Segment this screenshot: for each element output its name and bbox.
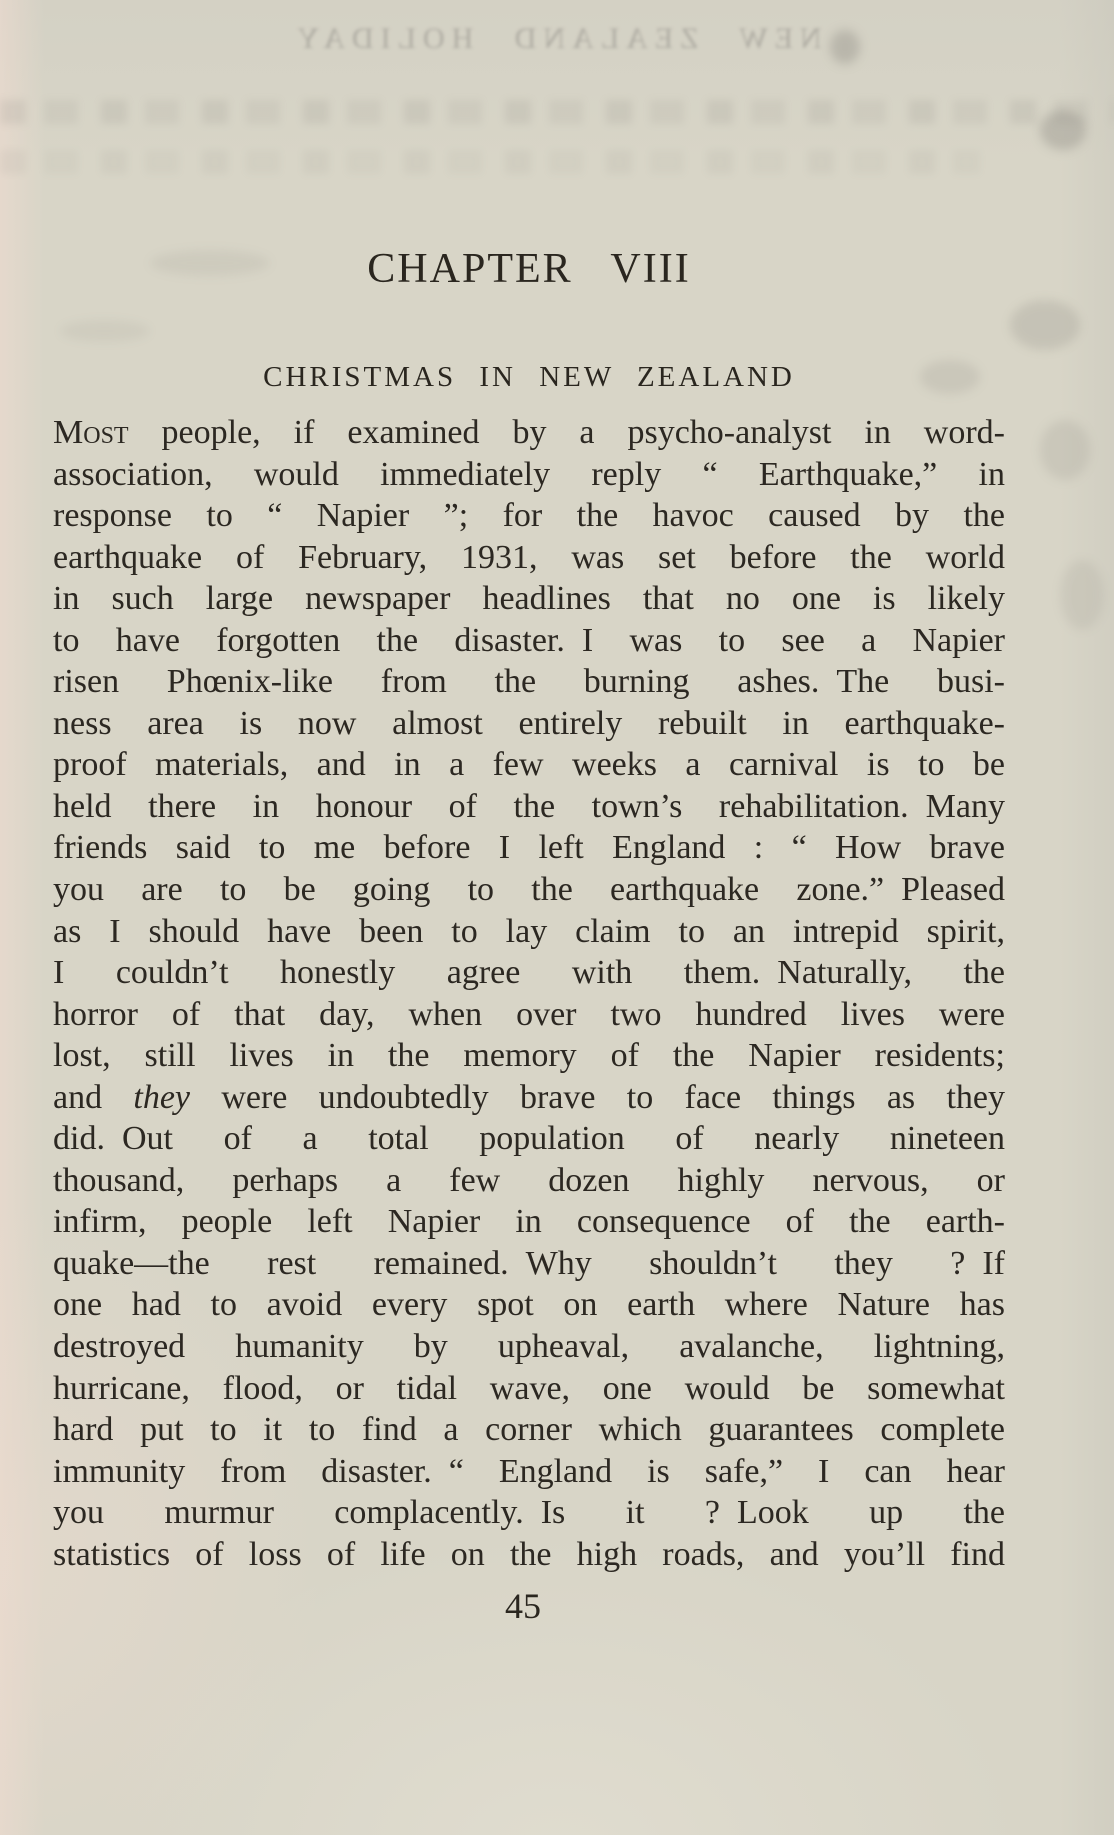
paper-smudge bbox=[1010, 300, 1080, 350]
text-line: statistics of loss of life on the high roads, and you’ll find bbox=[53, 1535, 1005, 1573]
text-line: hurricane, flood, or tidal wave, one would be somewhat bbox=[53, 1369, 1005, 1407]
text-line: proof materials, and in a few weeks a carnival is to be bbox=[53, 746, 1005, 784]
text-line: ness area is now almost entirely rebuilt in earthquake- bbox=[53, 704, 1005, 742]
bleedthrough-running-header: NEW ZEALAND HOLIDAY bbox=[290, 22, 822, 55]
paper-smudge bbox=[60, 320, 150, 342]
text-line: quake—the rest remained. Why shouldn’t they ? If bbox=[53, 1244, 1005, 1282]
text-line: in such large newspaper headlines that no one is likely bbox=[53, 580, 1005, 618]
text-line: to have forgotten the disaster. I was to see a Napier bbox=[53, 621, 1005, 659]
text-line: you murmur complacently. Is it ? Look up the bbox=[53, 1494, 1005, 1532]
text-line: hard put to it to find a corner which guarantees complete bbox=[53, 1411, 1005, 1449]
paper-smudge bbox=[830, 30, 860, 64]
text-line: lost, still lives in the memory of the Napier residents; bbox=[53, 1037, 1005, 1075]
paper-smudge bbox=[0, 100, 1114, 124]
paper-smudge bbox=[1040, 420, 1090, 480]
text-line: destroyed humanity by upheaval, avalanche, lightning, bbox=[53, 1328, 1005, 1366]
body-text bbox=[53, 412, 1005, 1575]
text-line: earthquake of February, 1931, was set before the world bbox=[53, 538, 1005, 576]
text-line: as I should have been to lay claim to an intrepid spirit, bbox=[53, 912, 1005, 950]
text-line: risen Phœnix-like from the burning ashes. The busi- bbox=[53, 663, 1005, 701]
chapter-title: CHRISTMAS IN NEW ZEALAND bbox=[263, 361, 795, 393]
text-line: and they were undoubtedly brave to face things as they bbox=[53, 1078, 1005, 1116]
page-number: 45 bbox=[505, 1586, 541, 1626]
text-line: response to “ Napier ”; for the havoc caused by the bbox=[53, 497, 1005, 535]
text-line: thousand, perhaps a few dozen highly nervous, or bbox=[53, 1161, 1005, 1199]
paper-smudge bbox=[0, 150, 980, 174]
text-line: infirm, people left Napier in consequence of the earth- bbox=[53, 1203, 1005, 1241]
paper-smudge bbox=[1040, 110, 1086, 150]
text-line: horror of that day, when over two hundred lives were bbox=[53, 995, 1005, 1033]
text-line: held there in honour of the town’s rehabilitation. Many bbox=[53, 787, 1005, 825]
text-line: Most people, if examined by a psycho-analyst in word- bbox=[53, 414, 1005, 451]
paper-smudge bbox=[1060, 560, 1104, 630]
text-line: did. Out of a total population of nearly nineteen bbox=[53, 1120, 1005, 1158]
text-line: association, would immediately reply “ Earthquake,” in bbox=[53, 455, 1005, 493]
text-line: I couldn’t honestly agree with them. Naturally, the bbox=[53, 954, 1005, 992]
text-line: friends said to me before I left England : “ How brave bbox=[53, 829, 1005, 867]
text-line: immunity from disaster. “ England is safe,” I can hear bbox=[53, 1452, 1005, 1490]
text-line: one had to avoid every spot on earth where Nature has bbox=[53, 1286, 1005, 1324]
chapter-heading: CHAPTER VIII bbox=[367, 246, 691, 292]
text-line: you are to be going to the earthquake zone.” Pleased bbox=[53, 871, 1005, 909]
